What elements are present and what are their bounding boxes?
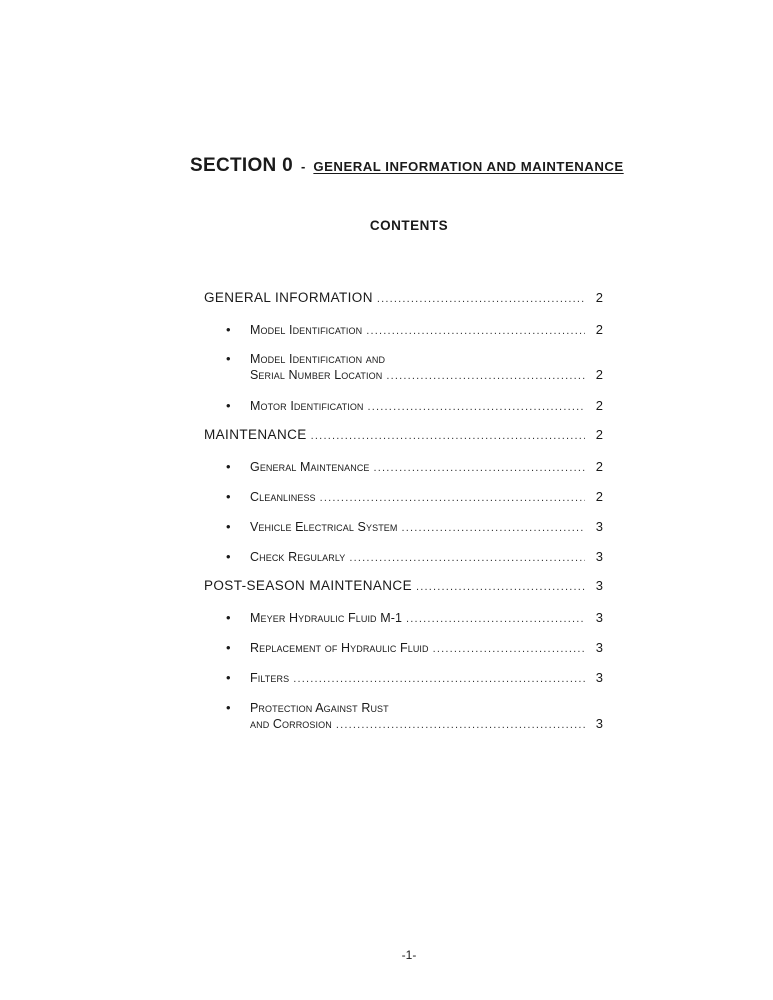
bullet-icon: • bbox=[226, 640, 231, 655]
toc-label: Vehicle Electrical System bbox=[250, 520, 398, 534]
toc-label: and Corrosion bbox=[250, 717, 332, 731]
toc-page: 2 bbox=[595, 367, 603, 382]
dot-leader bbox=[416, 581, 585, 593]
toc-label: Replacement of Hydraulic Fluid bbox=[250, 641, 429, 655]
bullet-icon: • bbox=[226, 670, 231, 685]
toc-label: Filters bbox=[250, 671, 290, 685]
toc-page: 3 bbox=[595, 640, 603, 655]
toc-label: MAINTENANCE bbox=[204, 427, 307, 442]
toc-entry-maintenance[interactable] bbox=[204, 427, 603, 443]
bullet-icon: • bbox=[226, 700, 231, 715]
toc-label-first-line: Protection Against Rust bbox=[250, 701, 389, 715]
toc-entry-motor-identification[interactable] bbox=[204, 398, 603, 414]
toc-page: 2 bbox=[595, 322, 603, 337]
toc-page: 3 bbox=[595, 549, 603, 564]
bullet-icon: • bbox=[226, 519, 231, 534]
title-dash: - bbox=[301, 159, 306, 174]
toc-entry-general-maintenance[interactable] bbox=[204, 459, 603, 475]
toc-label-first-line: Model Identification and bbox=[250, 352, 386, 366]
dot-leader bbox=[377, 293, 585, 305]
toc-page: 3 bbox=[595, 610, 603, 625]
section-title bbox=[190, 155, 650, 177]
toc-page: 2 bbox=[595, 489, 603, 504]
toc-entry-model-identification[interactable] bbox=[204, 322, 603, 338]
toc-entry-meyer-hydraulic-fluid[interactable] bbox=[204, 610, 603, 626]
bullet-icon: • bbox=[226, 459, 231, 474]
dot-leader bbox=[320, 492, 585, 504]
toc-entry-check-regularly[interactable] bbox=[204, 549, 603, 565]
bullet-icon: • bbox=[226, 351, 231, 366]
toc-page: 3 bbox=[595, 578, 603, 593]
toc-entry-post-season-maintenance[interactable] bbox=[204, 578, 603, 594]
dot-leader bbox=[311, 430, 585, 442]
toc-entry-protection-against-rust[interactable] bbox=[204, 700, 603, 732]
toc-label: Meyer Hydraulic Fluid M-1 bbox=[250, 611, 403, 625]
toc-page: 3 bbox=[595, 519, 603, 534]
dot-leader bbox=[386, 370, 585, 382]
dot-leader bbox=[374, 462, 585, 474]
dot-leader bbox=[366, 325, 585, 337]
toc-page: 2 bbox=[595, 427, 603, 442]
dot-leader bbox=[406, 613, 585, 625]
toc-label: Check Regularly bbox=[250, 550, 346, 564]
toc-page: 2 bbox=[595, 459, 603, 474]
toc-entry-replacement-of-hydraulic-fluid[interactable] bbox=[204, 640, 603, 656]
toc-entry-general-information[interactable] bbox=[204, 290, 603, 306]
bullet-icon: • bbox=[226, 322, 231, 337]
toc-entry-filters[interactable] bbox=[204, 670, 603, 686]
toc-label: Model Identification bbox=[250, 323, 363, 337]
toc-label: POST-SEASON MAINTENANCE bbox=[204, 578, 412, 593]
toc-entry-cleanliness[interactable] bbox=[204, 489, 603, 505]
section-number: SECTION 0 bbox=[190, 155, 293, 176]
dot-leader bbox=[433, 643, 585, 655]
toc-page: 2 bbox=[595, 290, 603, 305]
dot-leader bbox=[293, 673, 585, 685]
bullet-icon: • bbox=[226, 549, 231, 564]
dot-leader bbox=[349, 552, 585, 564]
dot-leader bbox=[336, 719, 585, 731]
dot-leader bbox=[402, 522, 586, 534]
toc-label: Cleanliness bbox=[250, 490, 316, 504]
toc-label: Motor Identification bbox=[250, 399, 364, 413]
toc-entry-serial-number-location[interactable] bbox=[204, 351, 603, 383]
contents-heading: CONTENTS bbox=[369, 218, 449, 233]
bullet-icon: • bbox=[226, 610, 231, 625]
toc-label: GENERAL INFORMATION bbox=[204, 290, 373, 305]
toc-page: 3 bbox=[595, 670, 603, 685]
page-number: -1- bbox=[401, 948, 417, 962]
toc-label: Serial Number Location bbox=[250, 368, 383, 382]
toc-page: 3 bbox=[595, 716, 603, 731]
toc-entry-vehicle-electrical-system[interactable] bbox=[204, 519, 603, 535]
dot-leader bbox=[368, 401, 585, 413]
toc-page: 2 bbox=[595, 398, 603, 413]
section-subtitle: GENERAL INFORMATION AND MAINTENANCE bbox=[313, 159, 624, 174]
bullet-icon: • bbox=[226, 489, 231, 504]
toc-label: General Maintenance bbox=[250, 460, 370, 474]
bullet-icon: • bbox=[226, 398, 231, 413]
